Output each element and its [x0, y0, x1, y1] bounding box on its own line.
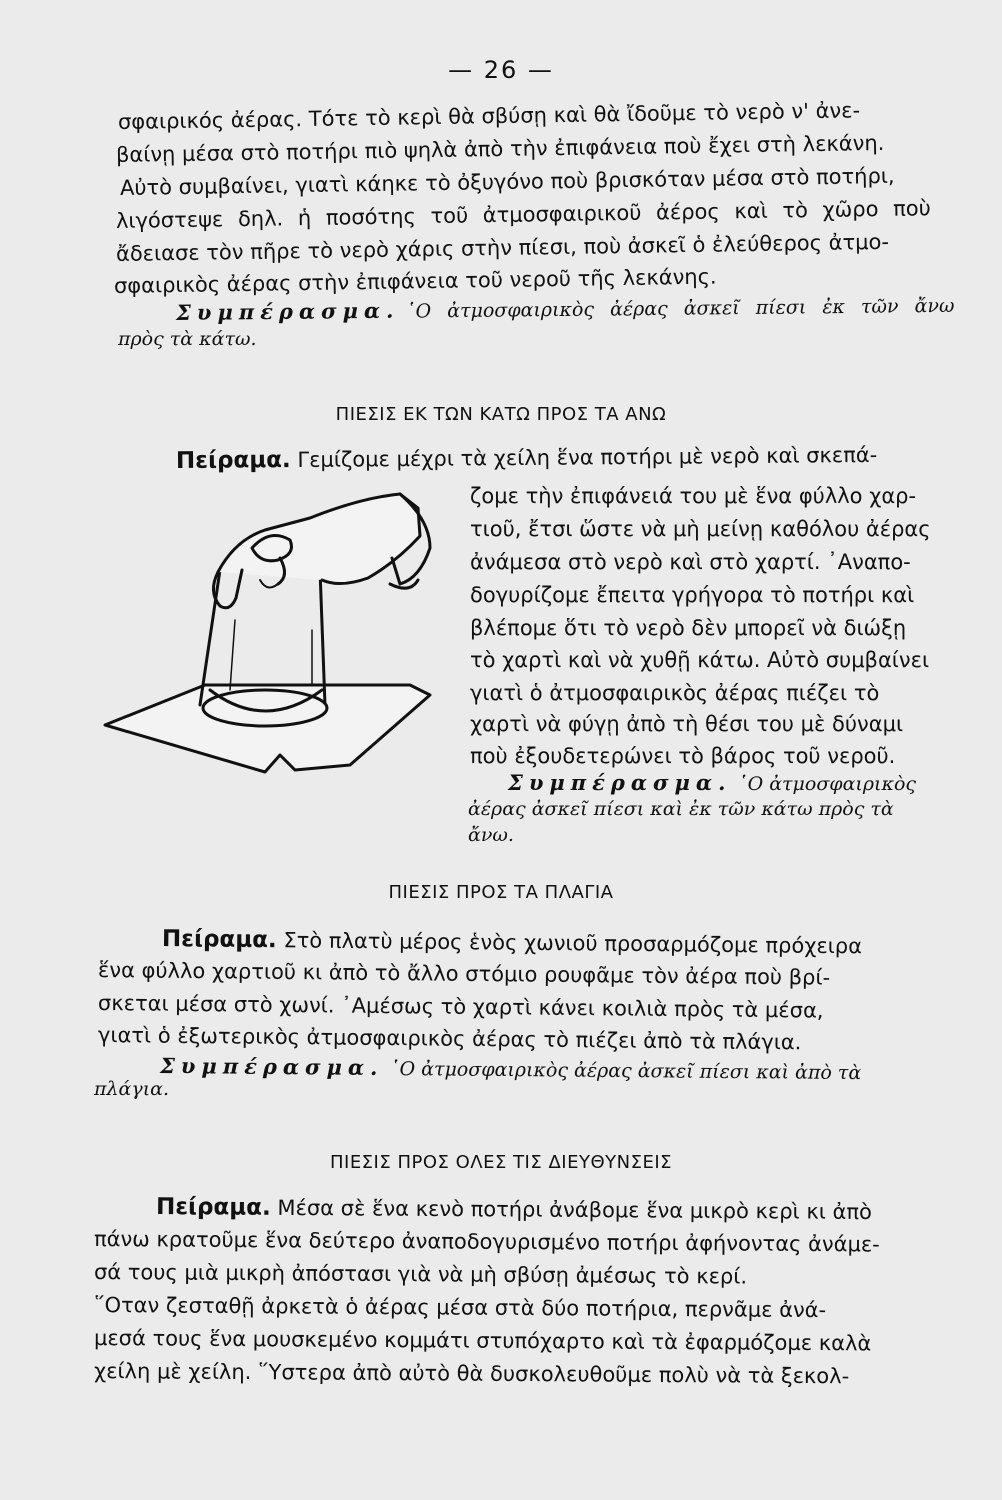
- conclusion-text: ῾Ο ἀτμοσφαιρικὸς: [738, 773, 917, 795]
- conclusion-line: [508, 772, 916, 794]
- conclusion-line: [160, 1055, 861, 1083]
- experiment-text: Μέσα σὲ ἕνα κενὸ ποτήρι ἀνάβομε ἕνα μικρὸ κερὶ κι ἀπὸ: [277, 1195, 872, 1224]
- paragraph-line: ῞Οταν ζεσταθῇ ἀρκετὰ ὁ ἀέρας μέσα στὰ δύο ποτήρια, περνᾶμε ἀνά-: [93, 1293, 827, 1323]
- section-heading: ΠΙΕΣΙΣ ΠΡΟΣ ΤΑ ΠΛΑΓΙΑ: [388, 882, 614, 903]
- paragraph-line: Αὐτὸ συμβαίνει, γιατὶ κάηκε τὸ ὀξυγόνο ποὺ βρισκόταν μέσα στὸ ποτήρι,: [119, 163, 895, 200]
- conclusion-label: Συμπέρασμα.: [508, 770, 732, 795]
- inverted-glass-illustration: [100, 480, 450, 790]
- paragraph-line: γιατὶ ὁ ἀτμοσφαιρικὸς ἀέρας πιέζει τὸ: [470, 681, 880, 705]
- experiment-line: [162, 928, 862, 958]
- experiment-label: Πείραμα.: [155, 1194, 271, 1221]
- conclusion-line: [176, 294, 955, 324]
- paragraph-line: τὸ χαρτὶ καὶ νὰ χυθῇ κάτω. Αὐτὸ συμβαίνει: [470, 648, 930, 672]
- paragraph-line: βαίνῃ μέσα στὸ ποτήρι πιὸ ψηλὰ ἀπὸ τὴν ἐπιφάνεια ποὺ ἔχει στὴ λεκάνη.: [115, 130, 885, 167]
- section-heading: ΠΙΕΣΙΣ ΕΚ ΤΩΝ ΚΑΤΩ ΠΡΟΣ ΤΑ ΑΝΩ: [335, 404, 667, 425]
- paragraph-line: σφαιρικός ἀέρας. Τότε τὸ κερὶ θὰ σβύσῃ καὶ θὰ ἴδοῦμε τὸ νερὸ ν' ἀνε-: [117, 98, 861, 134]
- conclusion-line: ἄνω.: [468, 824, 514, 846]
- section-heading: ΠΙΕΣΙΣ ΠΡΟΣ ΟΛΕΣ ΤΙΣ ΔΙΕΥΘΥΝΣΕΙΣ: [329, 1152, 673, 1173]
- paragraph-line: βλέπομε ὅτι τὸ νερὸ δὲν μπορεῖ νὰ διώξῃ: [470, 616, 907, 640]
- paragraph-line: ἕνα φύλλο χαρτιοῦ κι ἀπὸ τὸ ἄλλο στόμιο ρουφᾶμε τὸν ἀέρα ποὺ βρί-: [97, 958, 831, 990]
- conclusion-label: Συμπέρασμα.: [159, 1053, 384, 1080]
- paragraph-line: μεσά τους ἕνα μουσκεμένο κομμάτι στυπόχαρτο καὶ τὰ ἐφαρμόζομε καλὰ: [93, 1326, 872, 1356]
- paragraph-line: σά τους μιὰ μικρὴ ἀπόστασι γιὰ νὰ μὴ σβύσῃ ἀμέσως τὸ κερί.: [93, 1260, 748, 1289]
- experiment-line: [176, 444, 877, 473]
- experiment-line: [156, 1196, 872, 1224]
- experiment-text: Στὸ πλατὺ μέρος ἑνὸς χωνιοῦ προσαρμόζομε πρόχειρα: [283, 928, 863, 959]
- paragraph-line: ζομε τὴν ἐπιφάνειά του μὲ ἕνα φύλλο χαρ-: [470, 484, 917, 508]
- paragraph-line: ἄδειασε τὸν πῆρε τὸ νερὸ χάρις στὴν πίεσι, ποὺ ἀσκεῖ ὁ ἐλεύθερος ἀτμο-: [115, 229, 890, 266]
- experiment-label: Πείραμα.: [161, 926, 277, 954]
- paragraph-line: πάνω κρατοῦμε ἕνα δεύτερο ἀναποδογυρισμένο ποτήρι ἀφήνοντας ἀνάμε-: [93, 1227, 880, 1257]
- page-number: — 26 —: [448, 56, 554, 84]
- paragraph-line: δογυρίζομε ἔπειτα γρήγορα τὸ ποτήρι καὶ: [470, 583, 915, 607]
- conclusion-label: Συμπέρασμα.: [175, 297, 400, 325]
- paragraph-line: λιγόστεψε δηλ. ἡ ποσότης τοῦ ἀτμοσφαιρικοῦ ἀέρος καὶ τὸ χῶρο ποὺ: [115, 196, 931, 233]
- paragraph-line: ποὺ ἐξουδετερώνει τὸ βάρος τοῦ νεροῦ.: [470, 744, 896, 768]
- paragraph-line: ἀνάμεσα στὸ νερὸ καὶ στὸ χαρτί. ᾽Αναπο-: [470, 550, 911, 574]
- paragraph-line: γιατὶ ὁ ἐξωτερικὸς ἀτμοσφαιρικὸς ἀέρας τὸ πιέζει ἀπὸ τὰ πλάγια.: [97, 1023, 802, 1055]
- conclusion-line: ἀέρας ἀσκεῖ πίεσι καὶ ἐκ τῶν κάτω πρὸς τὰ: [468, 798, 894, 820]
- paragraph-line: τιοῦ, ἔτσι ὥστε νὰ μὴ μείνῃ καθόλου ἀέρας: [470, 517, 931, 541]
- conclusion-text: ῾Ο ἀτμοσφαιρικὸς ἀέρας ἀσκεῖ πίεσι καὶ ἀπὸ τὰ: [389, 1058, 862, 1085]
- conclusion-line: πλάγια.: [94, 1078, 170, 1100]
- conclusion-line: πρὸς τὰ κάτω.: [118, 328, 257, 350]
- paragraph-line: σκεται μέσα στὸ χωνί. ᾽Αμέσως τὸ χαρτὶ κάνει κοιλιὰ πρὸς τὰ μέσα,: [97, 991, 824, 1023]
- conclusion-text: ῾Ο ἀτμοσφαιρικὸς ἀέρας ἀσκεῖ πίεσι ἐκ τῶν ἄνω: [405, 294, 955, 323]
- experiment-text: Γεμίζομε μέχρι τὰ χείλη ἕνα ποτήρι μὲ νερὸ καὶ σκεπά-: [297, 442, 878, 472]
- paragraph-line: χείλη μὲ χείλη. ῞Υστερα ἀπὸ αὐτὸ θὰ δυσκολευθοῦμε πολὺ νὰ τὰ ξεκολ-: [93, 1359, 850, 1389]
- experiment-label: Πείραμα.: [175, 446, 291, 474]
- paragraph-line: σφαιρικὸς ἀέρας στὴν ἐπιφάνεια τοῦ νεροῦ τῆς λεκάνης.: [113, 264, 717, 298]
- paragraph-line: χαρτὶ νὰ φύγῃ ἀπὸ τὴ θέσι του μὲ δύναμι: [470, 712, 904, 736]
